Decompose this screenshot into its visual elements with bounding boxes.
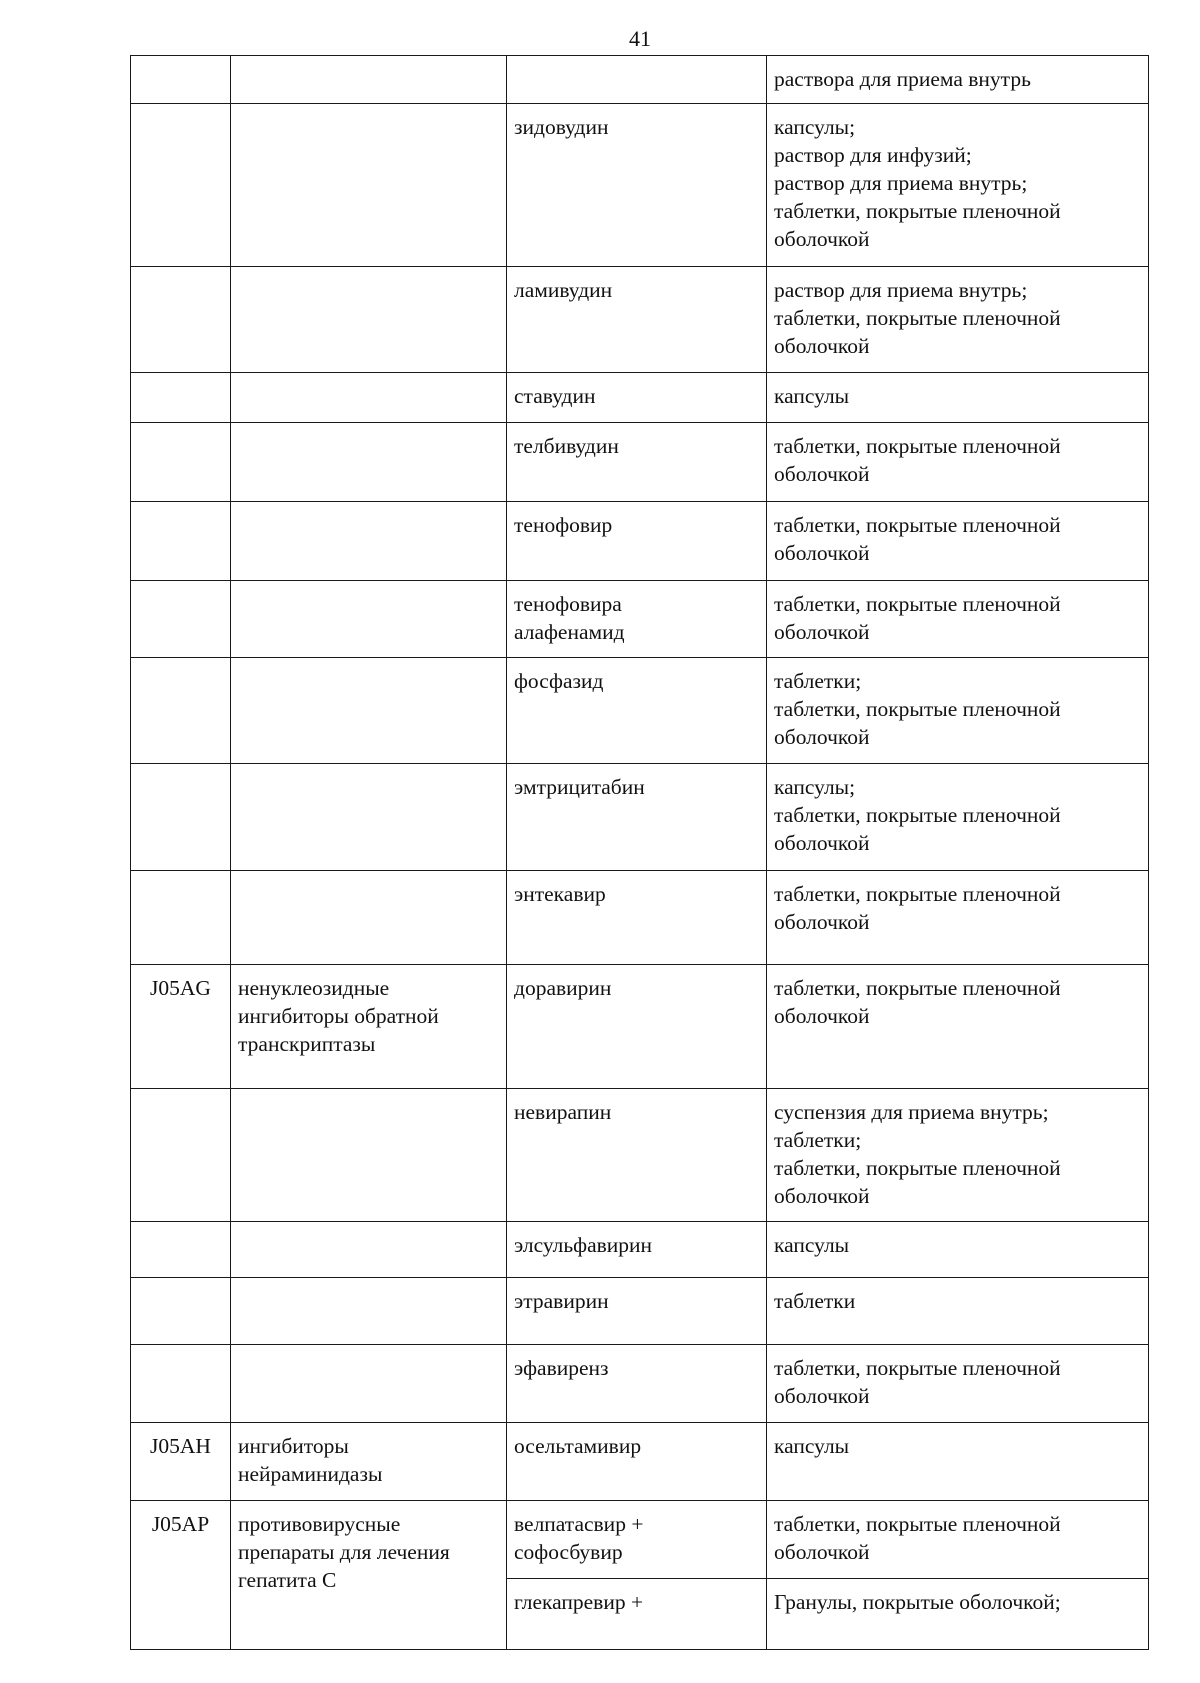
cell-line: таблетки, покрытые пленочной [774, 882, 1061, 906]
atc-group-cell [231, 502, 507, 581]
table-row [131, 373, 1149, 423]
table-row [131, 104, 1149, 267]
dosage-forms-cell [767, 373, 1149, 423]
table-row [131, 423, 1149, 502]
cell-line: таблетки, покрытые пленочной [774, 697, 1061, 721]
table-row [131, 965, 1149, 1089]
cell-text: J05AG [150, 976, 211, 1000]
drug-name-cell [507, 658, 767, 764]
drug-name-cell [507, 1089, 767, 1222]
cell-line: противовирусные [238, 1512, 401, 1536]
atc-code-cell [131, 104, 231, 267]
cell-line: таблетки, покрытые пленочной [774, 1512, 1061, 1536]
cell-text: J05AH [150, 1434, 211, 1458]
cell-line: оболочкой [774, 1184, 870, 1208]
cell-line: таблетки, покрытые пленочной [774, 306, 1061, 330]
cell-line: осельтамивир [514, 1434, 642, 1458]
cell-line: элсульфавирин [514, 1233, 653, 1257]
drug-name-cell [507, 56, 767, 104]
drug-name-cell [507, 581, 767, 658]
cell-line: препараты для лечения [238, 1540, 450, 1564]
drug-name-cell [507, 764, 767, 871]
cell-line: эмтрицитабин [514, 775, 645, 799]
cell-line: оболочкой [774, 1004, 870, 1028]
cell-line: оболочкой [774, 725, 870, 749]
cell-line: таблетки, покрытые пленочной [774, 1356, 1061, 1380]
cell-line: оболочкой [774, 334, 870, 358]
cell-line: тенофовир [514, 513, 613, 537]
table-row [131, 1345, 1149, 1423]
cell-line: капсулы [774, 384, 850, 408]
cell-line: таблетки, покрытые пленочной [774, 803, 1061, 827]
cell-line: оболочкой [774, 541, 870, 565]
atc-code-cell [131, 267, 231, 373]
atc-code-cell [131, 871, 231, 965]
cell-line: таблетки, покрытые пленочной [774, 199, 1061, 223]
cell-line: таблетки, покрытые пленочной [774, 976, 1061, 1000]
cell-line: ставудин [514, 384, 596, 408]
atc-code-cell [131, 502, 231, 581]
table-row [131, 871, 1149, 965]
atc-group-cell [231, 373, 507, 423]
atc-code-cell [131, 764, 231, 871]
atc-group-cell [231, 1089, 507, 1222]
cell-line: нейраминидазы [238, 1462, 383, 1486]
table-row [131, 267, 1149, 373]
atc-code-cell [131, 1345, 231, 1423]
drug-name-cell [507, 1278, 767, 1345]
atc-group-cell [231, 1423, 507, 1501]
cell-line: раствора для приема внутрь [774, 67, 1031, 91]
cell-line: ингибиторы [238, 1434, 349, 1458]
drug-name-cell [507, 965, 767, 1089]
cell-line: раствор для приема внутрь; [774, 278, 1028, 302]
cell-line: таблетки; [774, 669, 862, 693]
dosage-forms-cell [767, 502, 1149, 581]
atc-code-cell [131, 1423, 231, 1501]
cell-line: ненуклеозидные [238, 976, 390, 1000]
cell-line: зидовудин [514, 115, 609, 139]
atc-code-cell [131, 965, 231, 1089]
cell-line: оболочкой [774, 910, 870, 934]
cell-line: глекапревир + [514, 1590, 644, 1614]
dosage-forms-cell [767, 423, 1149, 502]
table-row [131, 1089, 1149, 1222]
cell-line: таблетки [774, 1289, 856, 1313]
table-row [131, 1423, 1149, 1501]
drug-name-cell [507, 871, 767, 965]
atc-code-cell [131, 423, 231, 502]
atc-code-cell [131, 658, 231, 764]
table-row [131, 1501, 1149, 1579]
dosage-forms-cell [767, 1089, 1149, 1222]
atc-group-cell [231, 1278, 507, 1345]
cell-line: оболочкой [774, 227, 870, 251]
drug-name-cell [507, 1222, 767, 1278]
cell-line: капсулы; [774, 775, 856, 799]
dosage-forms-cell [767, 1278, 1149, 1345]
table-row [131, 581, 1149, 658]
table-row [131, 658, 1149, 764]
atc-group-cell [231, 764, 507, 871]
atc-group-cell [231, 423, 507, 502]
atc-code-cell [131, 1501, 231, 1650]
atc-group-cell [231, 965, 507, 1089]
cell-line: таблетки; [774, 1128, 862, 1152]
cell-line: ингибиторы обратной [238, 1004, 439, 1028]
cell-line: раствор для приема внутрь; [774, 171, 1028, 195]
table-row [131, 56, 1149, 104]
cell-line: софосбувир [514, 1540, 623, 1564]
dosage-forms-cell [767, 1579, 1149, 1650]
cell-line: оболочкой [774, 1384, 870, 1408]
cell-line: Гранулы, покрытые оболочкой; [774, 1590, 1061, 1614]
cell-line: таблетки, покрытые пленочной [774, 592, 1061, 616]
dosage-forms-cell [767, 581, 1149, 658]
drug-name-cell [507, 1423, 767, 1501]
cell-line: транскриптазы [238, 1032, 376, 1056]
drug-name-cell [507, 502, 767, 581]
drug-name-cell [507, 104, 767, 267]
cell-line: оболочкой [774, 620, 870, 644]
atc-group-cell [231, 56, 507, 104]
cell-line: раствор для инфузий; [774, 143, 972, 167]
cell-line: фосфазид [514, 669, 604, 693]
cell-line: эфавиренз [514, 1356, 609, 1380]
cell-line: суспензия для приема внутрь; [774, 1100, 1049, 1124]
cell-line: оболочкой [774, 462, 870, 486]
medication-table [130, 55, 1149, 1650]
atc-code-cell [131, 581, 231, 658]
atc-code-cell [131, 1222, 231, 1278]
atc-group-cell [231, 1501, 507, 1650]
cell-text: J05AP [151, 1512, 210, 1536]
cell-line: телбивудин [514, 434, 619, 458]
cell-line: тенофовира [514, 592, 622, 616]
atc-group-cell [231, 658, 507, 764]
table-row [131, 1222, 1149, 1278]
atc-group-cell [231, 1222, 507, 1278]
dosage-forms-cell [767, 1222, 1149, 1278]
cell-line: капсулы [774, 1233, 850, 1257]
cell-line: гепатита С [238, 1568, 337, 1592]
dosage-forms-cell [767, 104, 1149, 267]
cell-line: таблетки, покрытые пленочной [774, 434, 1061, 458]
cell-line: этравирин [514, 1289, 609, 1313]
cell-line: капсулы [774, 1434, 850, 1458]
dosage-forms-cell [767, 871, 1149, 965]
table-row [131, 502, 1149, 581]
atc-group-cell [231, 267, 507, 373]
drug-name-cell [507, 1579, 767, 1650]
drug-name-cell [507, 423, 767, 502]
atc-code-cell [131, 56, 231, 104]
table-row [131, 764, 1149, 871]
cell-line: капсулы; [774, 115, 856, 139]
atc-code-cell [131, 1278, 231, 1345]
drug-name-cell [507, 267, 767, 373]
dosage-forms-cell [767, 764, 1149, 871]
drug-name-cell [507, 373, 767, 423]
dosage-forms-cell [767, 965, 1149, 1089]
dosage-forms-cell [767, 1423, 1149, 1501]
table-row [131, 1278, 1149, 1345]
dosage-forms-cell [767, 1501, 1149, 1579]
atc-group-cell [231, 104, 507, 267]
atc-group-cell [231, 871, 507, 965]
cell-line: таблетки, покрытые пленочной [774, 513, 1061, 537]
dosage-forms-cell [767, 56, 1149, 104]
cell-line: энтекавир [514, 882, 606, 906]
dosage-forms-cell [767, 1345, 1149, 1423]
atc-group-cell [231, 581, 507, 658]
cell-line: невирапин [514, 1100, 612, 1124]
cell-line: оболочкой [774, 1540, 870, 1564]
dosage-forms-cell [767, 267, 1149, 373]
cell-line: оболочкой [774, 831, 870, 855]
atc-code-cell [131, 1089, 231, 1222]
cell-line: таблетки, покрытые пленочной [774, 1156, 1061, 1180]
cell-line: ламивудин [514, 278, 613, 302]
cell-line: велпатасвир + [514, 1512, 644, 1536]
drug-name-cell [507, 1345, 767, 1423]
cell-line: доравирин [514, 976, 612, 1000]
drug-name-cell [507, 1501, 767, 1579]
page-number: 41 [629, 26, 651, 51]
atc-code-cell [131, 373, 231, 423]
atc-group-cell [231, 1345, 507, 1423]
dosage-forms-cell [767, 658, 1149, 764]
cell-line: алафенамид [514, 620, 625, 644]
